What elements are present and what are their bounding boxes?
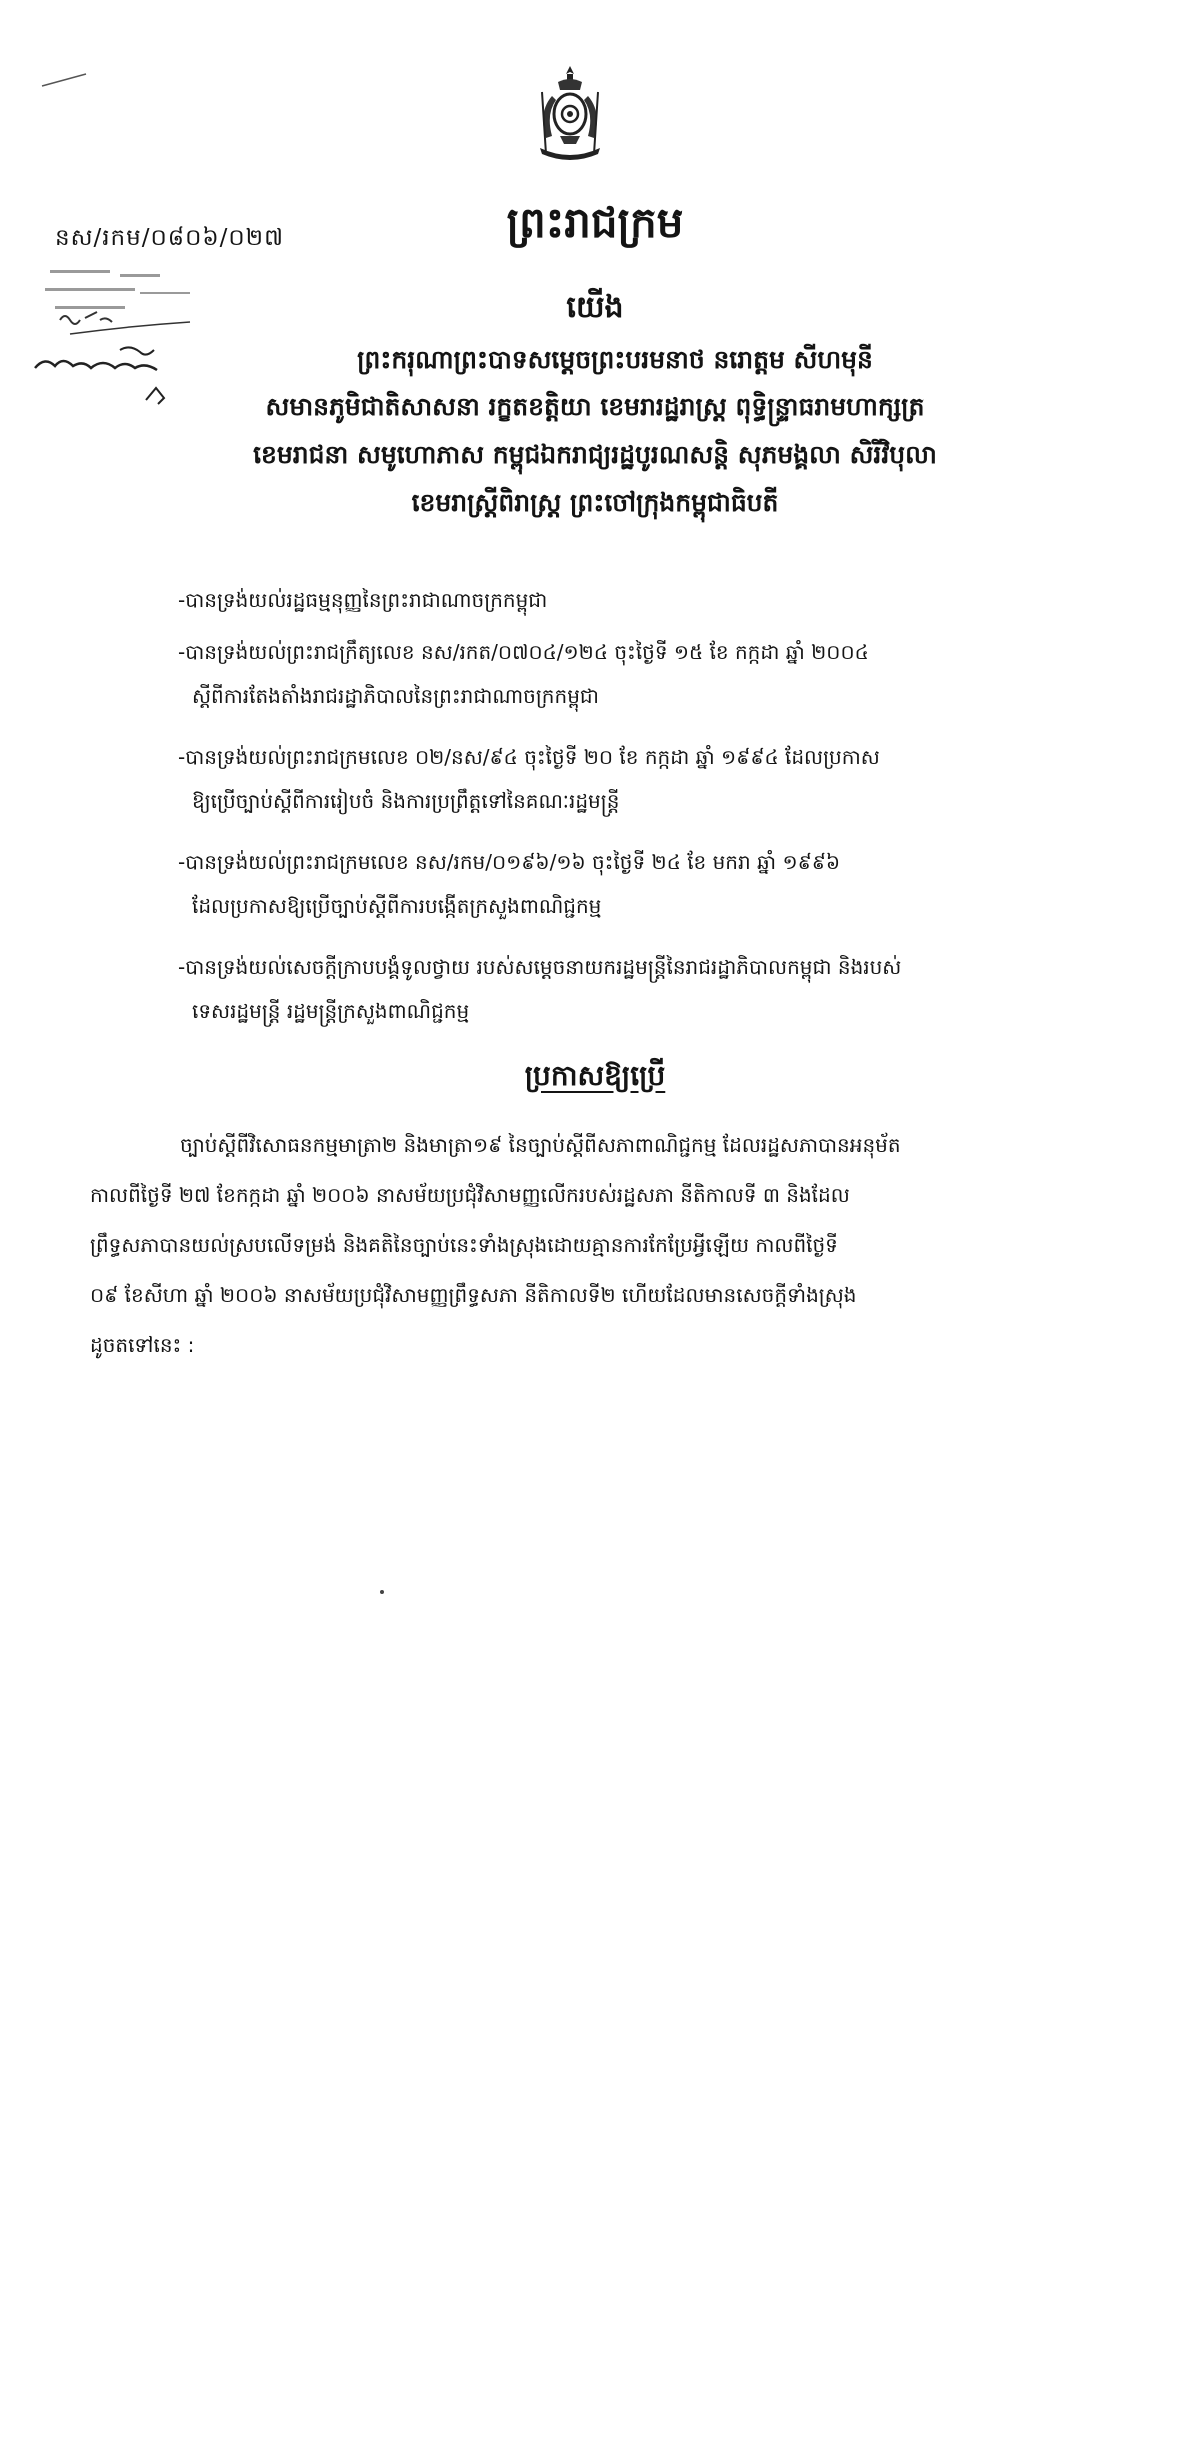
promulgation-body	[90, 1120, 1040, 1370]
promulgate-heading: ប្រកាសឱ្យប្រើ	[524, 1059, 666, 1092]
consideration-line: -បានទ្រង់យល់ព្រះរាជក្រមលេខ នស/រកម/០១៩៦/១៦ ចុះថ្ងៃទី ២៤ ខែ មករា ឆ្នាំ ១៩៩៦	[178, 850, 841, 874]
royal-title-line: ខេមរាស្ត្រីពិរាស្ត្រ ព្រះចៅក្រុងកម្ពុជាធិបតី	[411, 488, 779, 517]
royal-decree-title: ព្រះរាជក្រម	[506, 198, 684, 247]
consideration-line: -បានទ្រង់យល់រដ្ឋធម្មនុញ្ញនៃព្រះរាជាណាចក្រកម្ពុជា	[178, 588, 548, 612]
body-line: ព្រឹទ្ធសភាបានយល់ស្របលើទម្រង់ និងគតិនៃច្បាប់នេះទាំងស្រុងដោយគ្មានការកែប្រែអ្វីឡើយ កាលពីថ្ងៃទី	[90, 1233, 838, 1257]
body-line: កាលពីថ្ងៃទី ២៧ ខែកក្កដា ឆ្នាំ ២០០៦ នាសម័យប្រជុំវិសាមញ្ញលើករបស់រដ្ឋសភា នីតិកាលទី ៣ និងដែល	[90, 1183, 850, 1207]
consideration-line: ស្តីពីការតែងតាំងរាជរដ្ឋាភិបាលនៃព្រះរាជាណាចក្រកម្ពុជា	[192, 684, 599, 708]
consideration-line: ដែលប្រកាសឱ្យប្រើច្បាប់ស្តីពីការបង្កើតក្រសួងពាណិជ្ជកម្ម	[192, 894, 602, 918]
consideration-item	[178, 578, 1038, 622]
body-line: ដូចតទៅនេះ :	[90, 1333, 195, 1357]
pen-stroke-mark	[40, 70, 90, 90]
royal-title-line: សមានភូមិជាតិសាសនា រក្ខតខត្តិយា ខេមរារដ្ឋរាស្ត្រ ពុទ្ធិន្ទ្រាធរាមហាក្សត្រ	[265, 392, 925, 421]
consideration-line: -បានទ្រង់យល់ព្រះរាជក្រមលេខ ០២/នស/៩៤ ចុះថ្ងៃទី ២០ ខែ កក្កដា ឆ្នាំ ១៩៩៤ ដែលប្រកាស	[178, 745, 880, 769]
consideration-line: ឱ្យប្រើច្បាប់ស្តីពីការរៀបចំ និងការប្រព្រឹត្តទៅនៃគណៈរដ្ឋមន្ត្រី	[192, 789, 620, 813]
body-line: ច្បាប់ស្តីពីវិសោធនកម្មមាត្រា២ និងមាត្រា១៩ នៃច្បាប់ស្តីពីសភាពាណិជ្ជកម្ម ដែលរដ្ឋសភាបានអនុម័ត	[180, 1133, 901, 1157]
document-reference-number: នស/រកម/០៨០៦/០២៧	[55, 225, 284, 251]
consideration-line: -បានទ្រង់យល់ព្រះរាជក្រឹត្យលេខ នស/រកត/០៧០៤/១២៤ ចុះថ្ងៃទី ១៥ ខែ កក្កដា ឆ្នាំ ២០០៤	[178, 640, 869, 664]
consideration-line: -បានទ្រង់យល់សេចក្តីក្រាបបង្គំទូលថ្វាយ របស់សម្តេចនាយករដ្ឋមន្ត្រីនៃរាជរដ្ឋាភិបាលកម្ពុជា និងរបស់	[178, 955, 902, 979]
consideration-item	[178, 840, 1038, 928]
royal-title-line: ព្រះករុណាព្រះបាទសម្តេចព្រះបរមនាថ នរោត្តម សីហមុនី	[357, 345, 873, 374]
royal-title-line: ខេមរាជនា សមូហោភាស កម្ពុជឯករាជ្យរដ្ឋបូរណសន្តិ សុភមង្គលា សិរីវិបុលា	[253, 440, 937, 469]
consideration-item	[178, 735, 1038, 823]
consideration-item	[178, 630, 1038, 718]
royal-coat-of-arms-emblem	[530, 62, 610, 162]
consideration-line: ទេសរដ្ឋមន្ត្រី រដ្ឋមន្ត្រីក្រសួងពាណិជ្ជកម្ម	[192, 999, 470, 1023]
body-line: ០៩ ខែសីហា ឆ្នាំ ២០០៦ នាសម័យប្រជុំវិសាមញ្ញព្រឹទ្ធសភា នីតិកាលទី២ ហើយដែលមានសេចក្តីទាំងស្រុង	[90, 1283, 857, 1307]
we-heading: យើង	[566, 290, 624, 325]
scan-speck	[380, 1590, 384, 1594]
consideration-item	[178, 945, 1038, 1033]
